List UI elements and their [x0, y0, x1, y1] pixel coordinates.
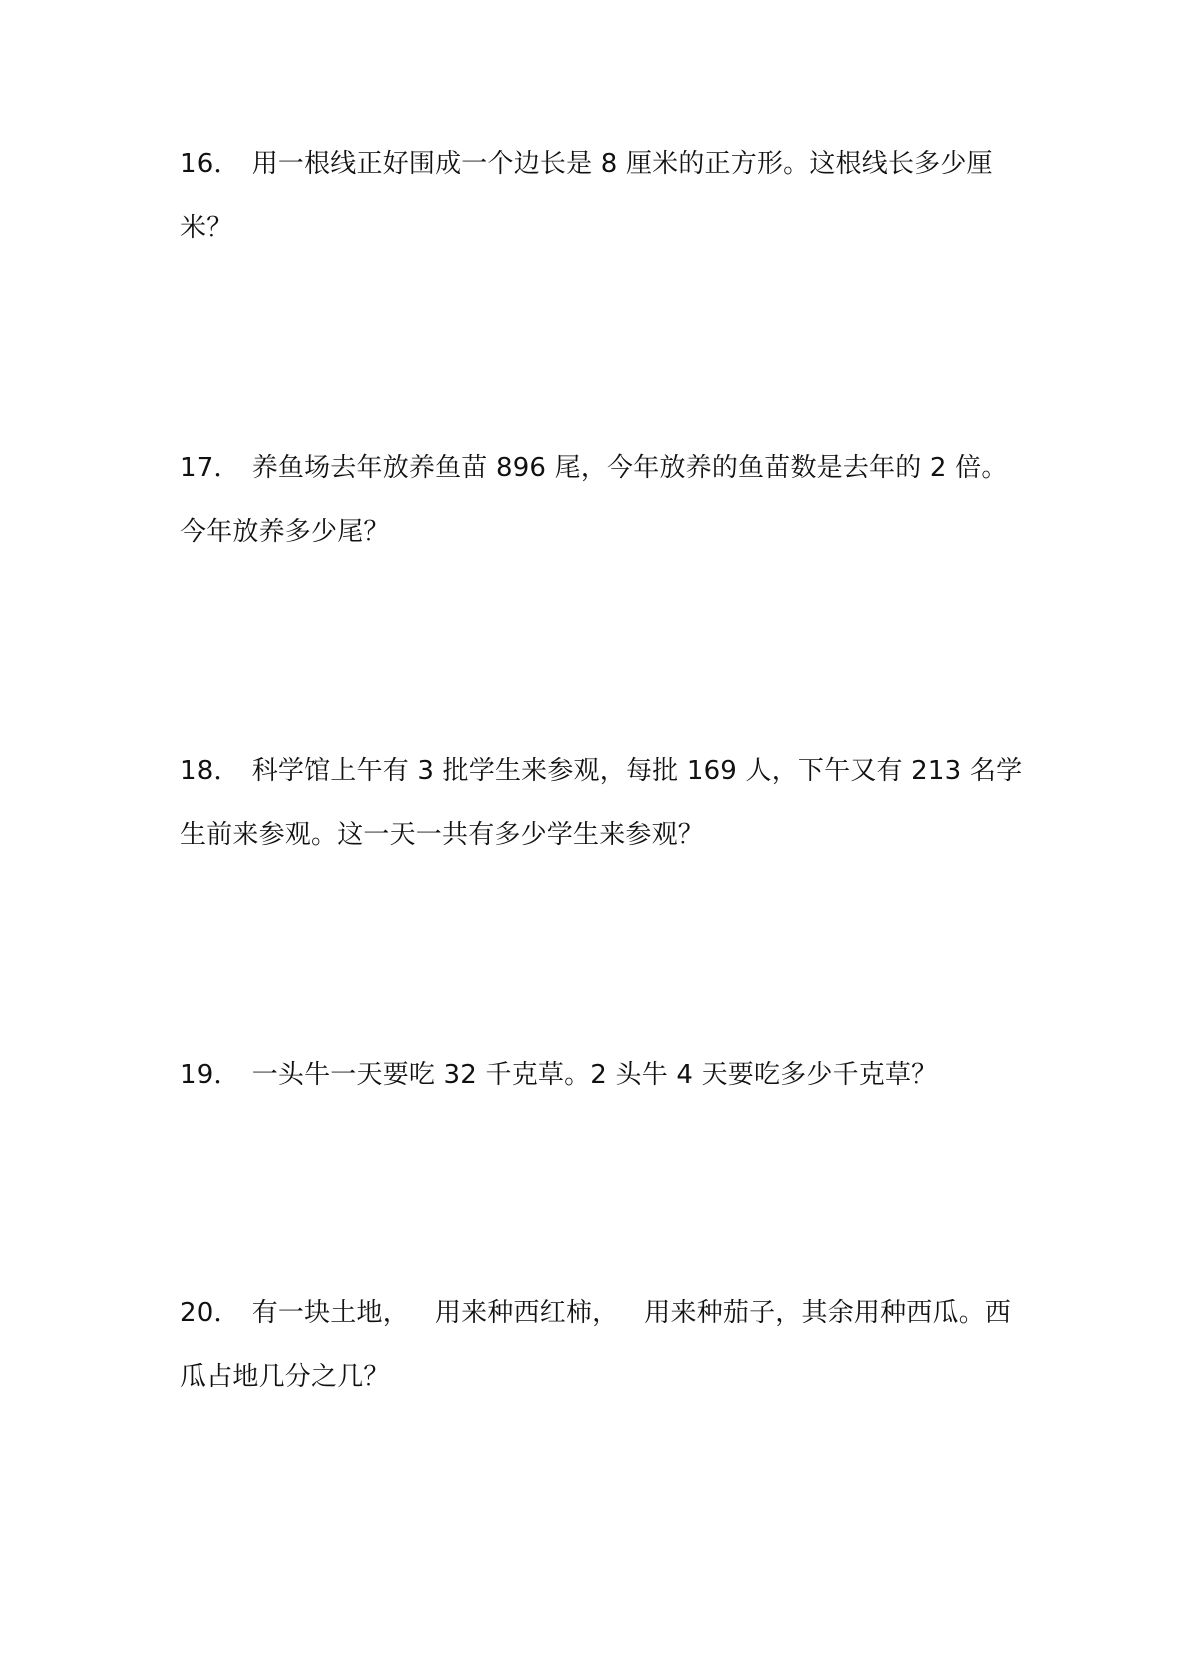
- problem-20-line-1: [180, 1293, 1011, 1333]
- problem-text: 一头牛一天要吃 32 千克草。2 头牛 4 天要吃多少千克草？: [251, 1060, 938, 1090]
- problem-16-line-1: [180, 144, 993, 184]
- problem-text: 用一根线正好围成一个边长是 8 厘米的正方形。这根线长多少厘: [251, 149, 993, 179]
- problem-20-line-2: 瓜占地几分之几？: [180, 1362, 390, 1392]
- problem-text-a: 有一块土地，: [251, 1298, 409, 1328]
- problem-18-line-2: 生前来参观。这一天一共有多少学生来参观？: [180, 820, 705, 850]
- problem-19-line-1: [180, 1055, 937, 1095]
- problem-text-c: 用来种茄子，其余用种西瓜。西: [644, 1298, 1012, 1328]
- problem-16-line-2: 米？: [180, 213, 233, 243]
- problem-18-line-1: [180, 751, 1022, 791]
- problem-number: 16．: [180, 149, 240, 179]
- problem-number: 20．: [180, 1298, 240, 1328]
- problem-text-b: 用来种西红柿，: [434, 1298, 619, 1328]
- problem-text: 养鱼场去年放养鱼苗 896 尾，今年放养的鱼苗数是去年的 2 倍。: [251, 453, 1008, 483]
- problem-17-line-1: [180, 448, 1008, 488]
- problem-number: 17．: [180, 453, 240, 483]
- problem-text: 科学馆上午有 3 批学生来参观，每批 169 人，下午又有 213 名学: [251, 756, 1023, 786]
- problem-17-line-2: 今年放养多少尾？: [180, 517, 390, 547]
- problem-number: 19．: [180, 1060, 240, 1090]
- problem-number: 18．: [180, 756, 240, 786]
